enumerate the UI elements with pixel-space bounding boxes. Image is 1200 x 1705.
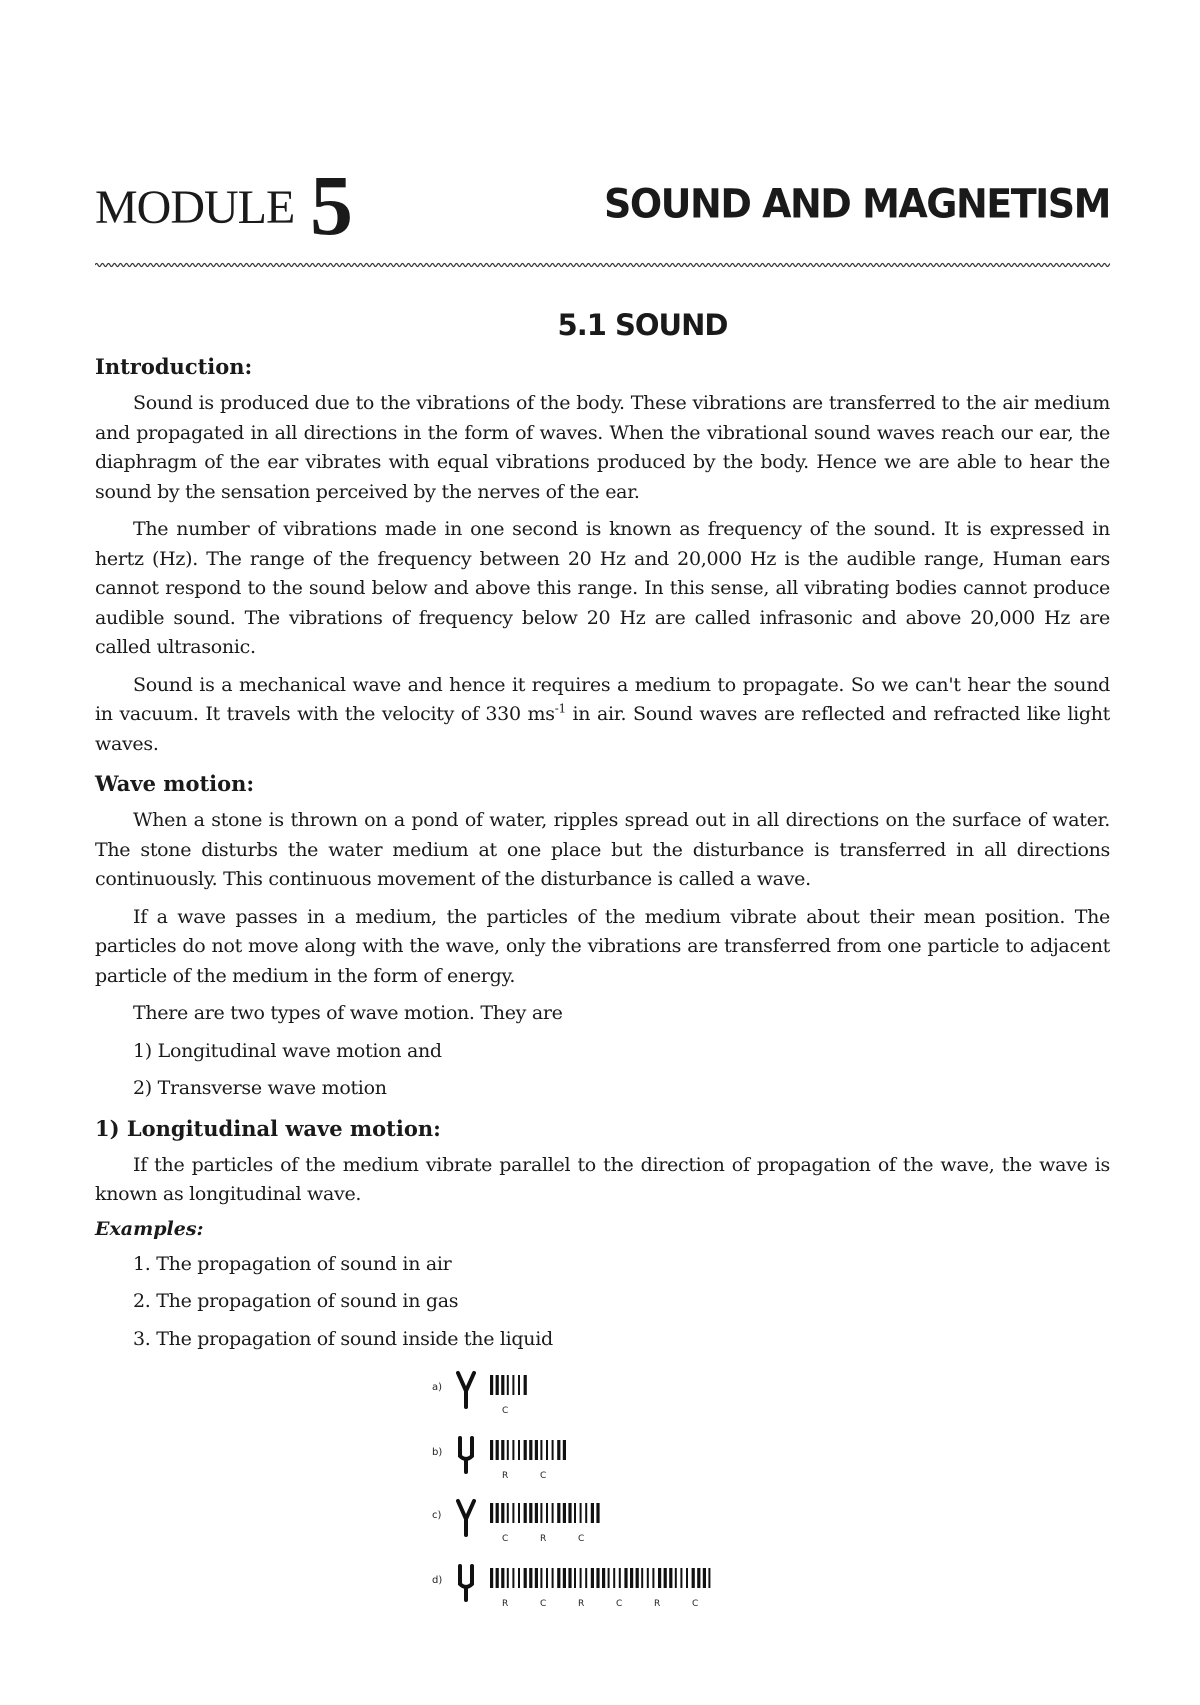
compression-bar — [557, 1568, 560, 1588]
compression-bar — [507, 1503, 509, 1523]
compression-bar — [512, 1503, 514, 1523]
compression-bar — [507, 1568, 509, 1588]
compression-bar — [591, 1568, 594, 1588]
compression-bar — [507, 1440, 509, 1460]
compression-bar — [512, 1568, 514, 1588]
compression-bar — [490, 1568, 493, 1588]
compression-bar — [540, 1568, 542, 1588]
wave-mark-label: C — [502, 1534, 509, 1544]
wave-types-intro: There are two types of wave motion. They are — [133, 1002, 563, 1024]
compression-bar — [535, 1503, 538, 1523]
wave-mark-label: C — [578, 1534, 585, 1544]
compression-bar — [496, 1503, 499, 1523]
compression-bar — [490, 1375, 493, 1395]
example-2: 2. The propagation of sound in gas — [133, 1290, 459, 1312]
intro-paragraph-3 — [95, 671, 1110, 760]
example-1: 1. The propagation of sound in air — [133, 1252, 452, 1275]
compression-bar — [680, 1568, 682, 1588]
intro-p3-text: Sound is a mechanical wave and hence it requires a medium to propagate. So we can't hear the sound in vacuum. It travels with the velocity of 330 ms — [95, 673, 1110, 725]
wave-mark-label: C — [502, 1406, 509, 1416]
compression-bar — [708, 1568, 710, 1588]
longitudinal-paragraph: If the particles of the medium vibrate parallel to the direction of propagation of the wave, the wave is known as longitudinal wave. — [95, 1153, 1110, 1205]
compression-bar — [557, 1503, 560, 1523]
compression-bar — [630, 1568, 633, 1588]
compression-bar — [664, 1568, 667, 1588]
compression-bar — [574, 1568, 576, 1588]
compression-bar — [697, 1568, 700, 1588]
compression-bar — [552, 1440, 554, 1460]
compression-bar — [496, 1568, 499, 1588]
wave-heading: Wave motion: — [95, 771, 255, 796]
compression-bar — [624, 1568, 627, 1588]
tuning-fork-icon — [458, 1373, 474, 1407]
row-label: b) — [432, 1447, 443, 1458]
intro-heading: Introduction: — [95, 354, 253, 379]
compression-bar — [540, 1440, 542, 1460]
compression-bar — [518, 1568, 520, 1588]
compression-bar — [613, 1568, 615, 1588]
compression-bar — [518, 1440, 520, 1460]
compression-bar — [703, 1568, 706, 1588]
examples-heading: Examples: — [95, 1217, 204, 1240]
compression-bar — [647, 1568, 649, 1588]
intro-p3-text-end: in air. Sound waves are reflected and refracted like light waves. — [95, 703, 1111, 755]
compression-bar — [546, 1568, 548, 1588]
intro-paragraph-2: The number of vibrations made in one second is known as frequency of the sound. It is expressed in hertz (Hz). The range of the frequency between 20 Hz and 20,000 Hz is the audible range, Human ears cannot respond to the sound below and above this range. In this sense, all vibrating bodies cannot produce audible sound. The vibrations of frequency below 20 Hz are called infrasonic and above 20,000 Hz are called ultrasonic. — [95, 518, 1110, 658]
wave-type-1: 1) Longitudinal wave motion and — [133, 1039, 442, 1062]
section-title: 5.1 SOUND — [557, 308, 728, 342]
module-number: 5 — [310, 157, 353, 253]
compression-bar — [652, 1568, 654, 1588]
unit-superscript: -1 — [554, 701, 566, 716]
compression-bar — [585, 1503, 587, 1523]
wave-paragraph-1: When a stone is thrown on a pond of water, ripples spread out in all directions on the surface of water. The stone disturbs the water medium at one place but the disturbance is transferred in all directions continuously. This continuous movement of the disturbance is called a wave. — [95, 809, 1110, 890]
compression-bar — [490, 1503, 493, 1523]
compression-bar — [557, 1440, 560, 1460]
compression-bar — [596, 1503, 599, 1523]
compression-bar — [524, 1440, 527, 1460]
wave-mark-label: C — [616, 1599, 623, 1609]
compression-bar — [580, 1568, 582, 1588]
compression-bar — [552, 1568, 554, 1588]
tuning-fork-icon — [460, 1566, 472, 1600]
compression-bar — [501, 1503, 504, 1523]
compression-bar — [619, 1568, 621, 1588]
wave-mark-label: C — [692, 1599, 699, 1609]
compression-bar — [568, 1568, 571, 1588]
compression-bar — [574, 1503, 576, 1523]
row-label: a) — [432, 1382, 443, 1393]
module-header — [95, 157, 1110, 253]
compression-bar — [602, 1568, 605, 1588]
wave-paragraph-2: If a wave passes in a medium, the particles of the medium vibrate about their mean position. The particles do not move along with the wave, only the vibrations are transferred from one particle to adjacent particle of the medium in the form of energy. — [95, 905, 1110, 987]
compression-bar — [535, 1440, 538, 1460]
compression-bar — [496, 1440, 499, 1460]
compression-bar — [641, 1568, 643, 1588]
compression-bar — [585, 1568, 587, 1588]
compression-bar — [675, 1568, 677, 1588]
wave-mark-label: C — [540, 1471, 547, 1481]
module-title: SOUND AND MAGNETISM — [603, 180, 1110, 228]
compression-bar — [636, 1568, 639, 1588]
compression-bar — [669, 1568, 672, 1588]
wave-mark-label: R — [578, 1599, 585, 1609]
compression-bar — [546, 1503, 548, 1523]
compression-bar — [529, 1568, 532, 1588]
compression-bar — [512, 1375, 514, 1395]
wave-mark-label: R — [502, 1471, 509, 1481]
compression-bar — [535, 1568, 538, 1588]
compression-bar — [496, 1375, 499, 1395]
compression-bar — [507, 1375, 509, 1395]
compression-bar — [568, 1503, 571, 1523]
compression-bar — [501, 1375, 504, 1395]
tuning-fork-icon — [460, 1438, 472, 1472]
compression-bar — [563, 1568, 566, 1588]
longitudinal-heading: 1) Longitudinal wave motion: — [95, 1115, 441, 1141]
row-label: c) — [432, 1510, 442, 1521]
wave-mark-label: C — [540, 1599, 547, 1609]
compression-bar — [546, 1440, 548, 1460]
compression-bar — [512, 1440, 514, 1460]
compression-bar — [591, 1503, 594, 1523]
module-word: MODULE — [95, 181, 295, 234]
compression-bar — [686, 1568, 688, 1588]
tuning-fork-icon — [458, 1501, 474, 1535]
compression-bar — [596, 1568, 599, 1588]
compression-bar — [540, 1503, 542, 1523]
compression-bar — [552, 1503, 554, 1523]
wave-mark-label: R — [654, 1599, 661, 1609]
compression-bar — [692, 1568, 695, 1588]
wave-mark-label: R — [502, 1599, 509, 1609]
compression-bar — [524, 1503, 527, 1523]
compression-bar — [608, 1568, 610, 1588]
compression-bar — [518, 1503, 520, 1523]
compression-bar — [580, 1503, 582, 1523]
header-rule — [95, 254, 1110, 262]
tuning-fork-figure — [430, 1365, 790, 1635]
compression-bar — [563, 1440, 566, 1460]
compression-bar — [518, 1375, 520, 1395]
document-page — [95, 157, 1111, 1362]
compression-bar — [658, 1568, 661, 1588]
compression-bar — [529, 1440, 532, 1460]
compression-bar — [529, 1503, 532, 1523]
compression-bar — [501, 1440, 504, 1460]
compression-bar — [524, 1568, 527, 1588]
row-label: d) — [432, 1575, 443, 1586]
compression-bar — [490, 1440, 493, 1460]
compression-bar — [501, 1568, 504, 1588]
intro-paragraph-1: Sound is produced due to the vibrations of the body. These vibrations are transferred to the air medium and propagated in all directions in the form of waves. When the vibrational sound waves reach our ear, the diaphragm of the ear vibrates with equal vibrations produced by the body. Hence we are able to hear the sound by the sensation perceived by the nerves of the ear. — [95, 392, 1110, 503]
compression-bar — [524, 1375, 527, 1395]
compression-bar — [563, 1503, 566, 1523]
wave-type-2: 2) Transverse wave motion — [133, 1077, 387, 1099]
example-3: 3. The propagation of sound inside the liquid — [133, 1327, 553, 1350]
wave-mark-label: R — [540, 1534, 547, 1544]
